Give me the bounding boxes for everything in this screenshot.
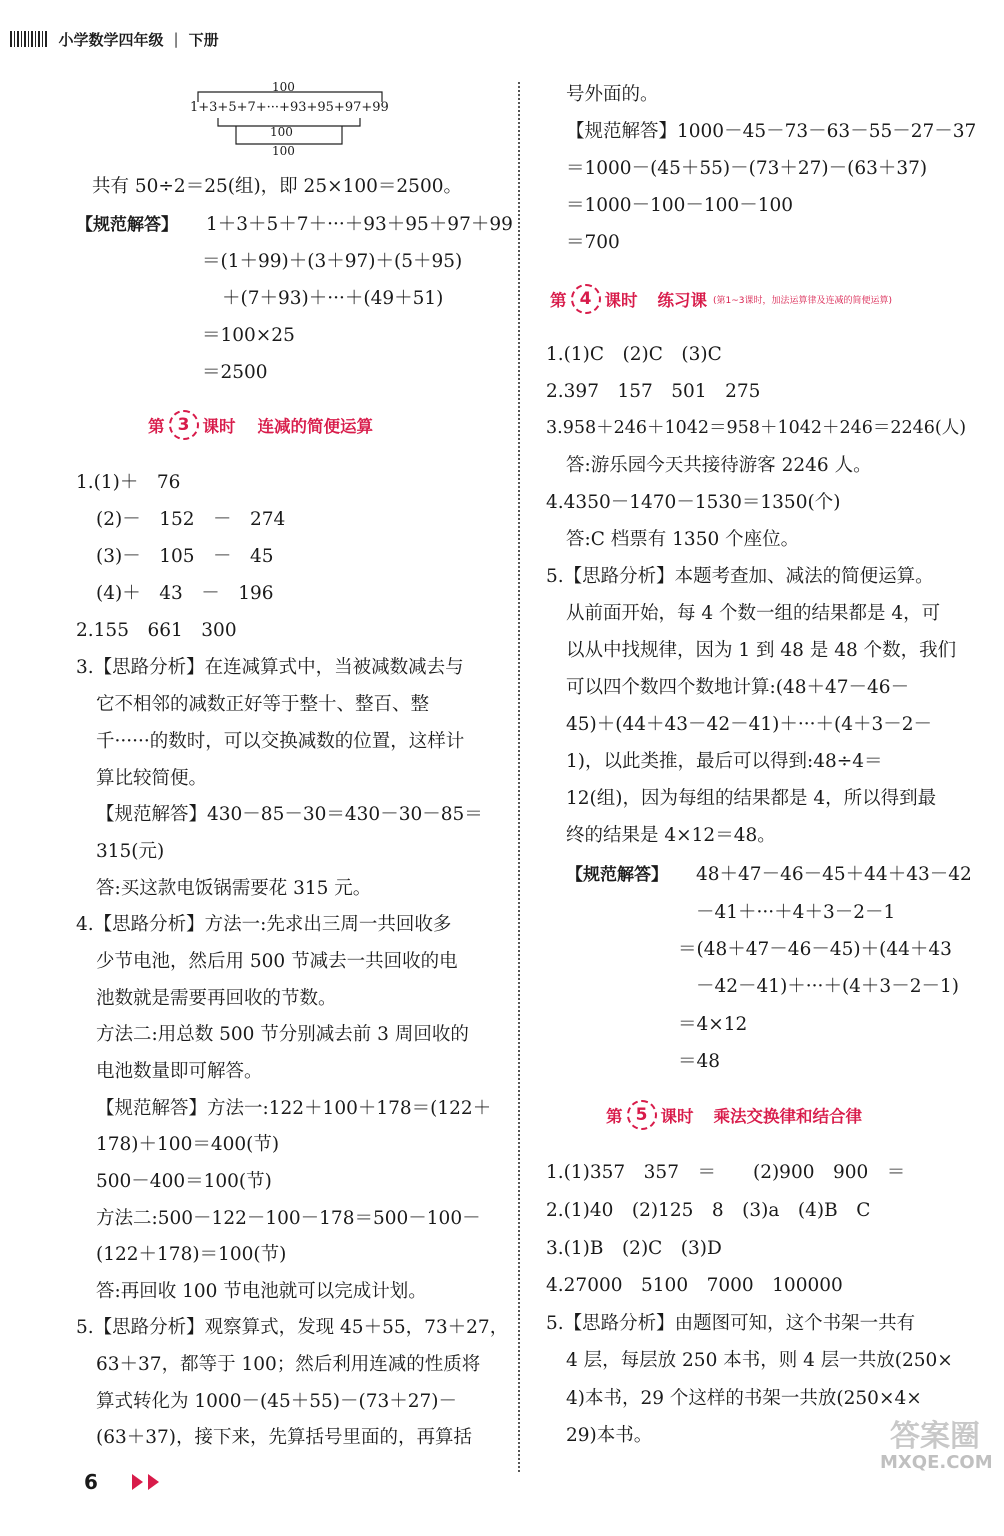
q1-line: (4)＋ 43 － 196: [96, 583, 274, 604]
barcode-decoration: [10, 31, 47, 47]
q1-line: (2)－ 152 － 274: [96, 509, 286, 530]
watermark: [880, 1419, 993, 1520]
s5-line: 2.(1)40 (2)125 8 (3)a (4)B C: [546, 1200, 871, 1221]
s4-line: 答:C 档票有 1350 个座位。: [566, 529, 800, 550]
answer-line: 48＋47－46－45＋44＋43－42: [696, 864, 972, 885]
answer-line: ＝(1＋99)＋(3＋97)＋(5＋95): [202, 251, 463, 272]
section-suffix: 课时: [202, 417, 236, 436]
q3-line: 答:买这款电饭锅需要花 315 元。: [96, 878, 372, 899]
right-line: ＝1000－(45＋55)－(73＋27)－(63＋37): [566, 158, 928, 179]
right-line: ＝700: [566, 232, 620, 253]
q4-line: 池数就是需要再回收的节数。: [96, 988, 337, 1009]
q3-line: 千······的数时，可以交换减数的位置，这样计: [96, 731, 465, 752]
section-number: 5: [627, 1100, 657, 1130]
arrow-icon: [132, 1474, 143, 1490]
answer-line: ＝2500: [202, 362, 268, 383]
s4-line: 4.4350－1470－1530＝1350(个): [546, 492, 841, 513]
intro-line: 共有 50÷2＝25(组)，即 25×100＝2500。: [92, 176, 462, 197]
s4-line: 答:游乐园今天共接待游客 2246 人。: [566, 455, 872, 476]
q4-line: (122＋178)＝100(节): [96, 1244, 287, 1265]
section-suffix: 课时: [604, 291, 638, 310]
section-title-5: [606, 1100, 862, 1130]
q4-line: 少节电池，然后用 500 节减去一共回收的电: [96, 951, 458, 972]
section-number: 4: [571, 284, 601, 314]
answer-line: －42－41)＋···＋(4＋3－2－1): [696, 976, 959, 997]
watermark-text: 答案圈: [890, 1419, 980, 1454]
right-line: 号外面的。: [566, 84, 659, 105]
page-number: 6: [84, 1470, 98, 1494]
answer-line: ＝100×25: [202, 325, 295, 346]
section-name: 练习课: [657, 291, 707, 310]
pairing-brackets: [190, 80, 400, 160]
s5-line: 1.(1)357 357 ＝ (2)900 900 ＝: [546, 1162, 906, 1183]
s4-line: 3.958＋246＋1042＝958＋1042＋246＝2246(人): [546, 418, 967, 438]
q3-line: 算比较简便。: [96, 768, 208, 789]
q2-line: 2.155 661 300: [76, 620, 237, 641]
q4-line: 方法二:用总数 500 节分别减去前 3 周回收的: [96, 1024, 469, 1045]
section-name: 连减的简便运算: [257, 417, 373, 436]
column-divider: [518, 82, 520, 1472]
arrow-icon: [148, 1474, 159, 1490]
right-line: ＝1000－100－100－100: [566, 195, 794, 216]
header-volume: 下册: [188, 30, 219, 49]
watermark-url: MXQE.COM: [880, 1452, 993, 1473]
diagram-bottom-label: 100: [272, 144, 295, 158]
s4-line: 以从中找规律，因为 1 到 48 是 48 个数，我们: [566, 640, 957, 661]
q3-line: 它不相邻的减数正好等于整十、整百、整: [96, 694, 430, 715]
s4-line: 45)＋(44＋43－42－41)＋···＋(4＋3－2－: [566, 714, 933, 735]
q1-line: 1.(1)＋ 76: [76, 472, 181, 493]
pairing-diagram: [190, 80, 400, 160]
page-header: [10, 26, 219, 52]
answer-line: 1＋3＋5＋7＋···＋93＋95＋97＋99: [206, 214, 513, 235]
header-separator: |: [173, 30, 179, 48]
s4-line: 可以四个数四个数地计算:(48＋47－46－: [566, 677, 910, 698]
s5-line: 29)本书。: [566, 1425, 653, 1446]
q1-line: (3)－ 105 － 45: [96, 546, 274, 567]
s4-line: 2.397 157 501 275: [546, 381, 761, 402]
q5-line: 算式转化为 1000－(45＋55)－(73＋27)－: [96, 1391, 457, 1412]
s4-line: 终的结果是 4×12＝48。: [566, 825, 776, 846]
q5-line: 63＋37，都等于 100；然后利用连减的性质将: [96, 1354, 481, 1375]
q5-line: (63＋37)，接下来，先算括号里面的，再算括: [96, 1427, 473, 1448]
answer-line: ＝48: [678, 1051, 721, 1072]
s5-line: 4 层，每层放 250 本书，则 4 层一共放(250×: [566, 1350, 953, 1371]
s4-line: 12(组)，因为每组的结果都是 4，所以得到最: [566, 788, 937, 809]
answer-line: ＋(7＋93)＋···＋(49＋51): [222, 288, 444, 309]
s5-line: 3.(1)B (2)C (3)D: [546, 1238, 722, 1259]
section-prefix: 第: [148, 417, 165, 436]
s4-line: 5.【思路分析】本题考查加、减法的简便运算。: [546, 566, 934, 587]
s5-line: 4.27000 5100 7000 100000: [546, 1275, 843, 1296]
q4-line: 500－400＝100(节): [96, 1171, 272, 1192]
s4-line: 从前面开始，每 4 个数一组的结果都是 4，可: [566, 603, 941, 624]
section-name: 乘法交换律和结合律: [713, 1107, 862, 1126]
s5-line: 4)本书，29 个这样的书架一共放(250×4×: [566, 1388, 922, 1409]
q4-line: 4.【思路分析】方法一:先求出三周一共回收多: [76, 914, 452, 935]
section-number: 3: [169, 410, 199, 440]
answer-tag: 【规范解答】: [566, 865, 668, 885]
section-title-3: [148, 410, 373, 440]
section-title-4: [550, 284, 892, 314]
q3-line: 315(元): [96, 841, 165, 862]
answer-line: ＝4×12: [678, 1014, 748, 1035]
q4-line: 答:再回收 100 节电池就可以完成计划。: [96, 1281, 427, 1302]
q4-line: 【规范解答】方法一:122＋100＋178＝(122＋: [96, 1098, 492, 1119]
answer-line: －41＋···＋4＋3－2－1: [696, 902, 896, 923]
diagram-mid-label: 100: [270, 125, 293, 139]
section-prefix: 第: [550, 291, 567, 310]
answer-tag: 【规范解答】: [76, 215, 178, 235]
q5-line: 5.【思路分析】观察算式，发现 45＋55，73＋27，: [76, 1317, 509, 1338]
s5-line: 5.【思路分析】由题图可知，这个书架一共有: [546, 1313, 916, 1334]
q4-line: 178)＋100＝400(节): [96, 1134, 280, 1155]
section-note: (第1~3课时，加法运算律及连减的简便运算): [713, 295, 893, 306]
q3-line: 【规范解答】430－85－30＝430－30－85＝: [96, 804, 483, 825]
diagram-expression: 1+3+5+7+···+93+95+97+99: [190, 100, 389, 115]
q4-line: 方法二:500－122－100－178＝500－100－: [96, 1208, 481, 1229]
s4-line: 1.(1)C (2)C (3)C: [546, 344, 722, 365]
right-line: 【规范解答】1000－45－73－63－55－27－37: [566, 121, 977, 142]
answer-line: ＝(48＋47－46－45)＋(44＋43: [678, 939, 952, 960]
section-suffix: 课时: [660, 1107, 694, 1126]
section-prefix: 第: [606, 1107, 623, 1126]
diagram-top-label: 100: [272, 80, 295, 94]
s4-line: 1)，以此类推，最后可以得到:48÷4＝: [566, 751, 883, 772]
header-subject: 小学数学四年级: [58, 30, 164, 49]
q4-line: 电池数量即可解答。: [96, 1061, 263, 1082]
q3-line: 3.【思路分析】在连减算式中，当被减数减去与: [76, 657, 464, 678]
